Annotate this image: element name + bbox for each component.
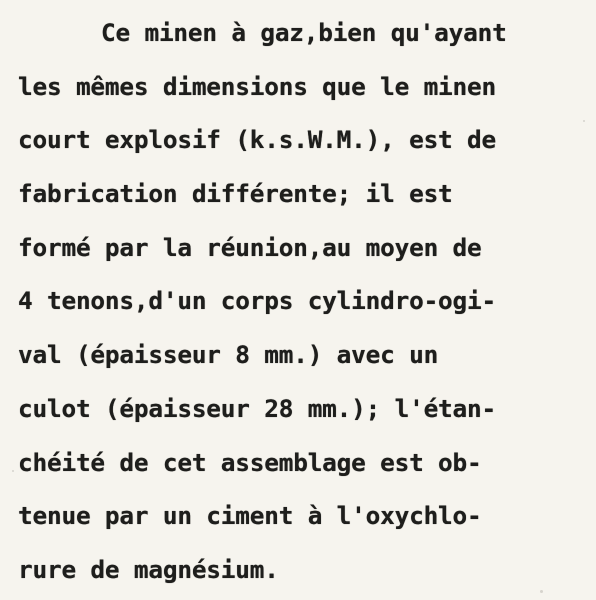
- paragraph-line: chéité de cet assemblage est ob-: [18, 447, 482, 477]
- paragraph-line: 4 tenons,d'un corps cylindro-ogi-: [18, 286, 496, 316]
- paragraph-line: fabrication différente; il est: [18, 179, 453, 209]
- paragraph-line: Ce minen à gaz,bien qu'ayant: [101, 18, 507, 47]
- typewritten-paragraph: [18, 6, 588, 597]
- paragraph-line: tenue par un ciment à l'oxychlo-: [18, 501, 482, 531]
- paragraph-line: court explosif (k.s.W.M.), est de: [18, 125, 496, 155]
- paragraph-line: formé par la réunion,au moyen de: [18, 232, 482, 262]
- paragraph-line: culot (épaisseur 28 mm.); l'étan-: [18, 393, 496, 423]
- paragraph-line: rure de magnésium.: [18, 554, 279, 584]
- paragraph-line: les mêmes dimensions que le minen: [18, 71, 496, 101]
- paragraph-line: val (épaisseur 8 mm.) avec un: [18, 340, 439, 370]
- scan-speck: [12, 470, 14, 472]
